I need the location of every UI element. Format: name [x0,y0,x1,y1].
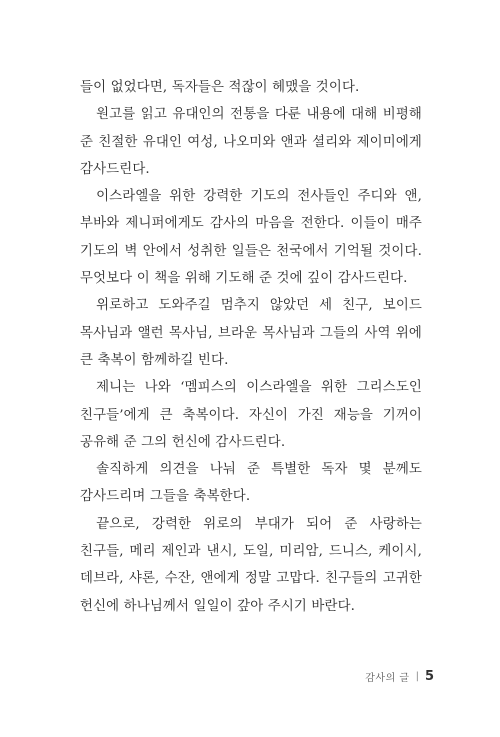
paragraph-pastors: 위로하고 도와주길 멈추지 않았던 세 친구, 보이드 목사님과 앨런 목사님, 브라운 목사님과 그들의 사역 위에 큰 축복이 함께하길 빈다. [80,298,422,368]
paragraph-reviewers: 원고를 읽고 유대인의 전통을 다룬 내용에 대해 비평해 준 친절한 유대인 여성, 나오미와 앤과 셜리와 제이미에게 감사드린다. [80,107,422,177]
footer-divider: | [415,671,419,682]
paragraph-friends: 끝으로, 강력한 위로의 부대가 되어 준 사랑하는 친구들, 메리 제인과 낸시, 도일, 미리암, 드니스, 케이시, 데브라, 샤론, 수잔, 앤에게 정말 고맙다. 친구들의 고귀한 헌신에 하나님께서 일일이 갚아 주시기 바란다. [80,516,422,614]
paragraph-jenny: 제니는 나와 ‘멤피스의 이스라엘을 위한 그리스도인 친구들’에게 큰 축복이다. 자신이 가진 재능을 기꺼이 공유해 준 그의 헌신에 감사드린다. [80,380,422,450]
page-body [80,74,422,620]
running-footer [365,669,434,684]
paragraph-continued: 들이 없었다면, 독자들은 적잖이 헤맸을 것이다. [80,80,360,95]
paragraph-prayer-warriors: 이스라엘을 위한 강력한 기도의 전사들인 주디와 앤, 부바와 제니퍼에게도 감사의 마음을 전한다. 이들이 매주 기도의 벽 안에서 성취한 일들은 천국에서 기억될 것이다. 무엇보다 이 책을 위해 기도해 준 것에 깊이 감사드린다. [80,189,422,287]
paragraph-readers: 솔직하게 의견을 나눠 준 특별한 독자 몇 분께도 감사드리며 그들을 축복한다. [80,462,422,505]
footer-section-title: 감사의 글 [365,673,410,684]
page-number: 5 [424,669,434,684]
